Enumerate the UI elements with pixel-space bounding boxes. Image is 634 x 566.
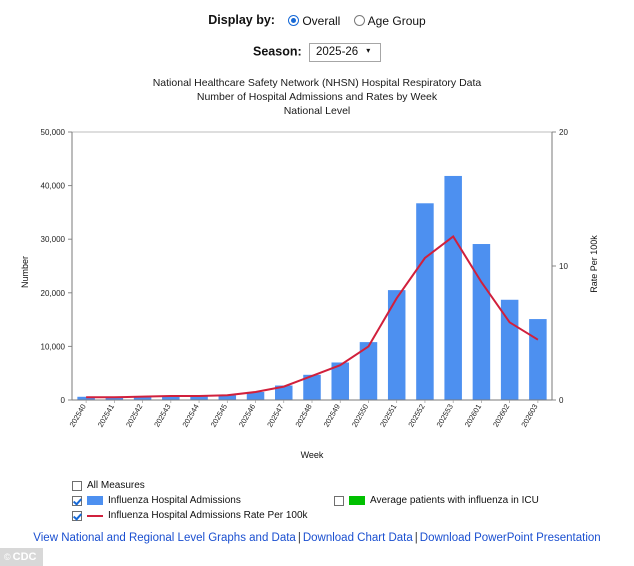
svg-text:202553: 202553 — [434, 402, 455, 429]
link-download-chart-data[interactable]: Download Chart Data — [302, 532, 413, 544]
svg-text:202603: 202603 — [519, 402, 540, 429]
legend-item-rate[interactable] — [72, 508, 334, 523]
svg-text:10: 10 — [559, 261, 568, 271]
radio-overall-icon[interactable] — [288, 15, 299, 26]
display-by-row — [0, 12, 634, 29]
swatch-bar-icon — [87, 496, 103, 505]
svg-text:50,000: 50,000 — [40, 127, 65, 137]
svg-text:202550: 202550 — [349, 402, 371, 429]
svg-text:30,000: 30,000 — [40, 235, 65, 245]
legend-label-rate: Influenza Hospital Admissions Rate Per 100k — [108, 510, 308, 521]
link-download-ppt[interactable]: Download PowerPoint Presentation — [419, 532, 601, 544]
svg-text:202547: 202547 — [265, 402, 286, 429]
x-axis-label: Week — [300, 449, 324, 460]
radio-option-overall[interactable] — [288, 13, 340, 29]
svg-text:202543: 202543 — [152, 402, 173, 429]
y-axis-right — [552, 128, 568, 405]
link-view-graphs[interactable]: View National and Regional Level Graphs and Data — [33, 532, 296, 544]
checkbox-icu[interactable] — [334, 496, 344, 506]
svg-text:40,000: 40,000 — [40, 181, 65, 191]
svg-text:0: 0 — [559, 395, 564, 405]
chart-title-line1: National Healthcare Safety Network (NHSN) Hospital Respiratory Data — [152, 76, 482, 89]
radio-age-group-label: Age Group — [367, 13, 426, 28]
checkbox-rate[interactable] — [72, 511, 82, 521]
svg-text:202542: 202542 — [124, 402, 145, 429]
legend-item-influenza-admissions[interactable] — [72, 493, 334, 508]
season-label: Season: — [253, 44, 302, 59]
x-axis — [68, 400, 552, 429]
legend-label-influenza-admissions: Influenza Hospital Admissions — [108, 495, 241, 506]
season-select[interactable] — [309, 43, 381, 62]
swatch-green-icon — [349, 496, 365, 505]
legend-label-icu: Average patients with influenza in ICU — [370, 495, 539, 506]
svg-text:202601: 202601 — [462, 402, 484, 429]
svg-text:202602: 202602 — [491, 402, 512, 429]
svg-text:202544: 202544 — [180, 402, 201, 429]
legend-row-2 — [72, 508, 596, 523]
chart-svg — [0, 124, 634, 464]
copyright-icon: © — [4, 552, 11, 562]
season-row — [0, 43, 634, 62]
radio-option-age-group[interactable] — [354, 13, 426, 29]
cdc-badge — [0, 548, 43, 566]
legend-row-all — [72, 478, 596, 493]
chart-title-block — [0, 76, 634, 118]
chart-title-line2: Number of Hospital Admissions and Rates by Week — [196, 90, 438, 103]
link-separator-2: | — [414, 532, 418, 544]
svg-text:202548: 202548 — [293, 402, 314, 429]
chevron-down-icon: ▾ — [366, 45, 371, 55]
svg-text:20,000: 20,000 — [40, 288, 65, 298]
legend-label-all-measures: All Measures — [87, 480, 145, 491]
chart-legend — [72, 478, 596, 523]
chart-title-line3: National Level — [283, 104, 351, 117]
y-axis-left — [41, 128, 72, 405]
legend-item-all-measures[interactable] — [72, 478, 334, 493]
svg-text:202540: 202540 — [67, 402, 88, 429]
radio-age-group-icon[interactable] — [354, 15, 365, 26]
svg-text:202546: 202546 — [236, 402, 258, 429]
footer-links — [0, 532, 634, 544]
svg-text:0: 0 — [60, 395, 65, 405]
svg-text:202545: 202545 — [208, 402, 230, 429]
chart-area — [0, 124, 634, 464]
season-select-value: 2025-26 — [315, 45, 359, 58]
y2-axis-label: Rate Per 100k — [589, 235, 599, 293]
swatch-line-icon — [87, 511, 103, 520]
svg-text:20: 20 — [559, 127, 568, 137]
svg-text:202549: 202549 — [321, 402, 342, 429]
svg-text:10,000: 10,000 — [40, 342, 65, 352]
legend-item-icu[interactable] — [334, 493, 596, 508]
cdc-badge-text: CDC — [12, 551, 37, 563]
svg-text:202541: 202541 — [95, 402, 117, 429]
svg-text:202552: 202552 — [406, 402, 427, 429]
svg-text:202551: 202551 — [378, 402, 399, 429]
display-by-label: Display by: — [208, 13, 275, 27]
y-axis-label: Number — [20, 255, 30, 288]
controls-panel — [0, 0, 634, 62]
link-separator-1: | — [297, 532, 301, 544]
legend-row-1 — [72, 493, 596, 508]
radio-overall-label: Overall — [302, 13, 341, 28]
checkbox-influenza-admissions[interactable] — [72, 496, 82, 506]
checkbox-all-measures[interactable] — [72, 481, 82, 491]
